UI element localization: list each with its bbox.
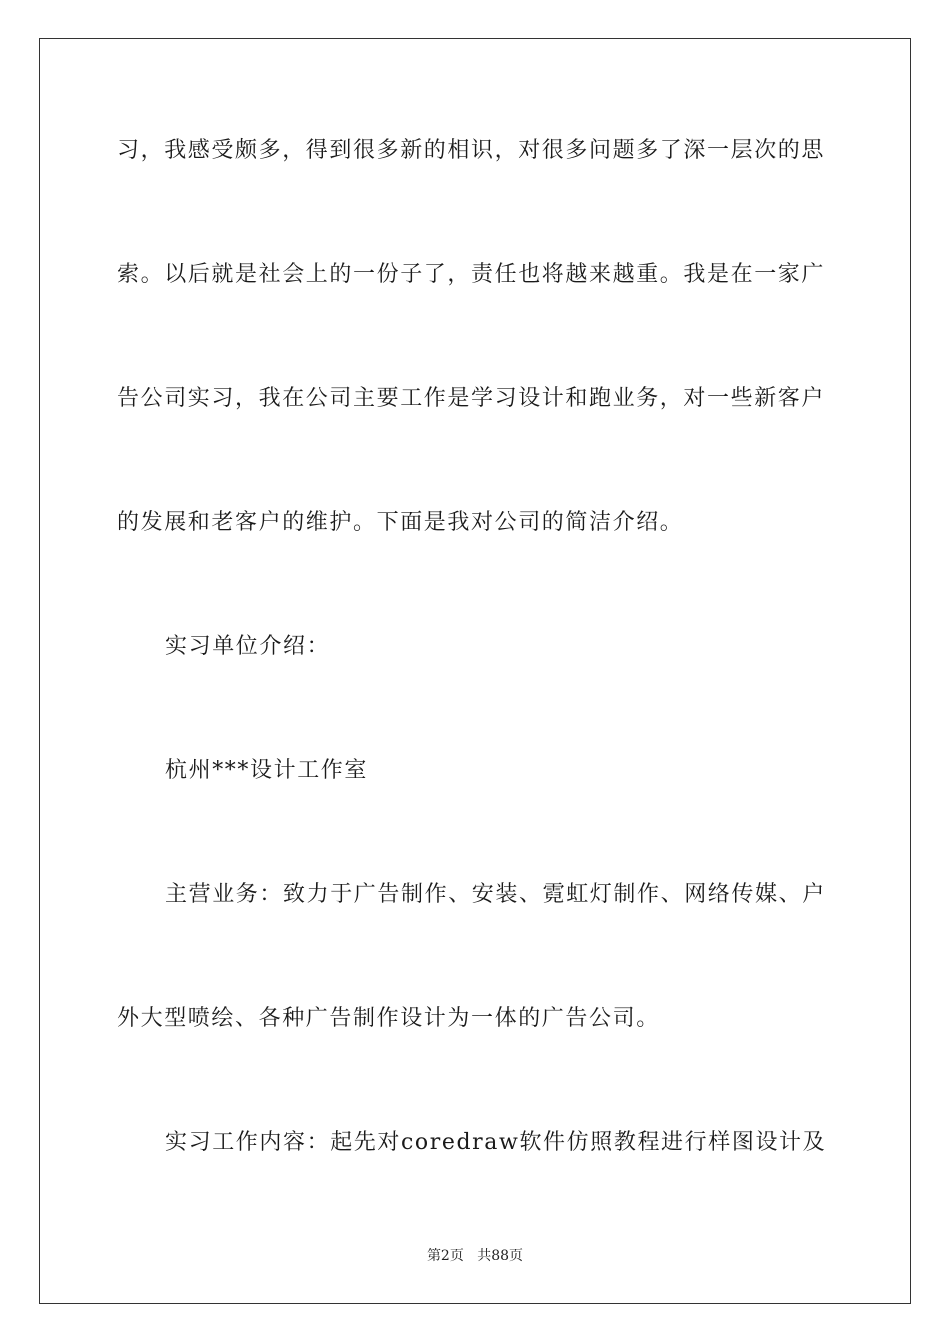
paragraph-line-3: 告公司实习，我在公司主要工作是学习设计和跑业务，对一些新客户 (117, 386, 826, 411)
main-business-line-1: 主营业务：致力于广告制作、安装、霓虹灯制作、网络传媒、户 (165, 882, 826, 907)
page-footer (0, 1246, 950, 1266)
section-heading-internship-unit: 实习单位介绍： (165, 634, 331, 659)
total-pages: 共88页 (477, 1248, 524, 1264)
page-number: 第2页 (426, 1248, 464, 1264)
paragraph-line-1: 习，我感受颇多，得到很多新的相识，对很多问题多了深一层次的思 (117, 138, 826, 163)
paragraph-line-4: 的发展和老客户的维护。下面是我对公司的简洁介绍。 (117, 510, 684, 535)
page-frame (39, 38, 911, 1304)
main-business-line-2: 外大型喷绘、各种广告制作设计为一体的广告公司。 (117, 1006, 660, 1031)
paragraph-line-2: 索。以后就是社会上的一份子了，责任也将越来越重。我是在一家广 (117, 262, 826, 287)
company-name: 杭州***设计工作室 (165, 758, 369, 783)
work-content-line: 实习工作内容：起先对coredraw软件仿照教程进行样图设计及 (165, 1130, 827, 1155)
